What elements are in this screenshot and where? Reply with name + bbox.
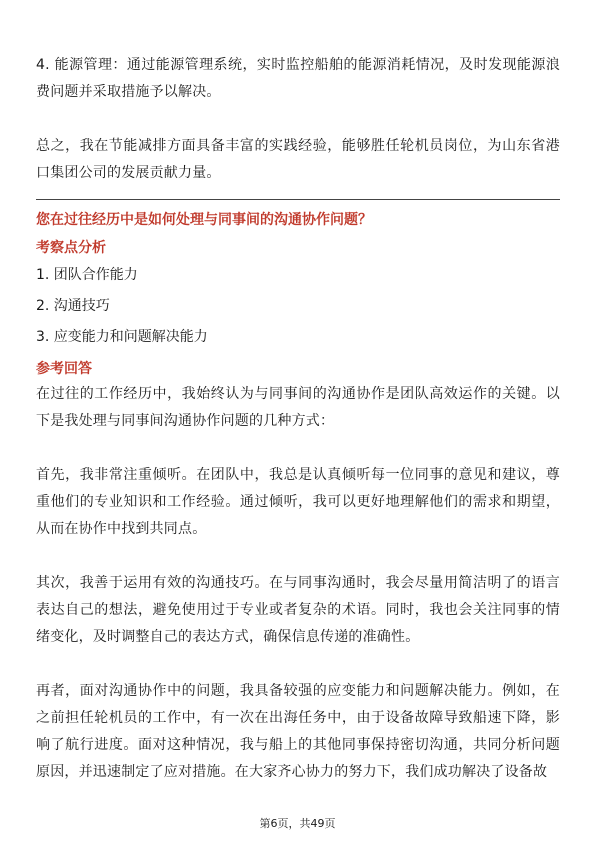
- analysis-point: 2. 沟通技巧: [36, 298, 110, 314]
- answer-paragraph-3: 再者，面对沟通协作中的问题，我具备较强的应变能力和问题解决能力。例如，在之前担任轮机员的工作中，有一次在出海任务中，由于设备故障导致船速下降，影响了航行进度。面对这种情况，我与船上的其他同事保持密切沟通，共同分析问题原因，并迅速制定了应对措施。在大家齐心协力的努力下，我们成功解决了设备故: [36, 683, 560, 780]
- summary-paragraph: 总之，我在节能减排方面具备丰富的实践经验，能够胜任轮机员岗位，为山东省港口集团公司的发展贡献力量。: [36, 138, 560, 181]
- document-page: [36, 52, 560, 786]
- answer-heading: 参考回答: [36, 361, 92, 377]
- section-divider: [36, 199, 560, 200]
- analysis-point: 1. 团队合作能力: [36, 267, 138, 283]
- energy-management-item: 4. 能源管理：通过能源管理系统，实时监控船舶的能源消耗情况，及时发现能源浪费问题并采取措施予以解决。: [36, 57, 560, 100]
- answer-paragraph-2: 其次，我善于运用有效的沟通技巧。在与同事沟通时，我会尽量用简洁明了的语言表达自己的想法，避免使用过于专业或者复杂的术语。同时，我也会关注同事的情绪变化，及时调整自己的表达方式，确保信息传递的准确性。: [36, 575, 560, 645]
- spacer: [36, 543, 560, 570]
- answer-paragraph-1: 首先，我非常注重倾听。在团队中，我总是认真倾听每一位同事的意见和建议，尊重他们的专业知识和工作经验。通过倾听，我可以更好地理解他们的需求和期望，从而在协作中找到共同点。: [36, 467, 560, 537]
- analysis-point: 3. 应变能力和问题解决能力: [36, 329, 208, 345]
- answer-intro: 在过往的工作经历中，我始终认为与同事间的沟通协作是团队高效运作的关键。以下是我处理与同事间沟通协作问题的几种方式：: [36, 386, 560, 429]
- analysis-heading: 考察点分析: [36, 240, 106, 256]
- spacer: [36, 651, 560, 678]
- page-number-footer: 第6页，共49页: [259, 817, 336, 830]
- question-heading: 您在过往经历中是如何处理与同事间的沟通协作问题？: [36, 212, 372, 228]
- spacer: [36, 106, 560, 133]
- spacer: [36, 435, 560, 462]
